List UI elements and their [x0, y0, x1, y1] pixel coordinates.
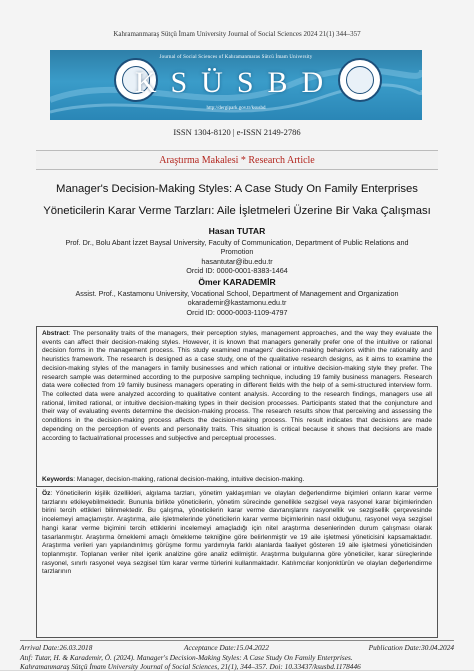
- acceptance-date: Acceptance Date:15.04.2022: [184, 643, 269, 652]
- banner-title: KSÜSBD: [134, 66, 338, 99]
- keywords-label: Keywords: [42, 476, 74, 483]
- author-affiliation: Prof. Dr., Bolu Abant İzzet Baysal University, Faculty of Communication, Department of Public Relations and Promotion: [65, 237, 409, 257]
- author-orcid: Orcid ID: 0000-0003-1109-4797: [186, 307, 288, 317]
- oz-paragraph: [42, 490, 432, 577]
- author-name: Ömer KARADEMİR: [198, 277, 276, 287]
- author-name: Hasan TUTAR: [208, 226, 266, 236]
- oz-text: : Yöneticilerin kişilik özellikleri, algılama tarzları, yönetim yaklaşımları ve olayları değerlendirme biçimleri onların karar verme tarzlarını etkileyebilmektedir. Bununla birlikte yöneticilerin, yönetim sürecinde genellikle sezgisel veya rasyonel karar biçimlerinden birini tercih ettikleri bilinmektedir. Bu çalışma, yöneticilerin karar verme davranışlarını rasyonellik ve sezgisellik çerçevesinde incelemeyi amaçlamıştır. Araştırma, aile işletmelerinde yöneticilerin karar verme biçimlerinin nasıl olduğunu, rasyonel veya sezgisel hangi karar verme biçimini tercih ettiklerini incelemeyi amaçladığı için nitel araştırma desenlerinden durum çalışması olarak tasarlanmıştır. Araştırma örneklemi amaçlı örnekleme tekniğine göre belirlenmiştir ve 19 aile işletmesi yöneticisini kapsamaktadır. Araştırma verileri yarı yapılandırılmış görüşme formu yardımıyla farklı alanlarda faaliyet gösteren 19 aile işletmesi yöneticisinden toplanmıştır. Toplanan veriler nitel içerik analizine göre analiz edilmiştir. Araştırma bulgularına göre yöneticiler, karar süreçlerinde rasyonel, sınırlı rasyonel veya sezgisel tüm karar verme türlerini kullanmaktadır. Katılımcılar konjonktürün ve olayları değerlendirme tarzlarının: [42, 490, 432, 576]
- turkish-abstract-box: [36, 488, 438, 638]
- article-dates: [20, 643, 454, 653]
- citation: [20, 653, 454, 671]
- journal-banner: [50, 50, 422, 120]
- abstract-box: [36, 326, 438, 485]
- citation-line-2: Kahramanmaraş Sütçü İmam University Journal of Social Sciences, 21(1), 344–357. Doi: 10.33437/ksusbd.1178446: [20, 662, 361, 671]
- issn: ISSN 1304-8120 | e-ISSN 2149-2786: [173, 127, 301, 137]
- oz-label: Öz: [42, 490, 51, 497]
- title-turkish: Yöneticilerin Karar Verme Tarzları: Aile İşletmeleri Üzerine Bir Vaka Çalışması: [43, 205, 431, 217]
- title-english: Manager's Decision-Making Styles: A Case Study On Family Enterprises: [56, 183, 418, 195]
- author-affiliation: Assist. Prof., Kastamonu University, Vocational School, Department of Management and Organization: [75, 288, 399, 298]
- author-email[interactable]: okarademir@kastamonu.edu.tr: [187, 298, 287, 308]
- footer-divider: [20, 640, 454, 641]
- banner-url[interactable]: http://dergipark.gov.tr/ksusbd: [206, 106, 266, 111]
- article-type: Araştırma Makalesi * Research Article: [36, 150, 438, 170]
- abstract-label: Abstract: [42, 330, 69, 337]
- author-block: [64, 227, 410, 276]
- publication-date: Publication Date:30.04.2024: [368, 643, 454, 652]
- arrival-date: Arrival Date:26.03.2018: [20, 643, 93, 652]
- running-head: Kahramanmaraş Sütçü İmam University Journal of Social Sciences 2024 21(1) 344–357: [113, 30, 361, 38]
- author-block: [64, 278, 410, 317]
- abstract-text: : The personality traits of the managers, their perception styles, management approaches, and the way they evaluate the events can affect their decision-making styles. However, it is known that managers generally prefer one of the intuitive or rational decision forms in the management process. This study examined managers' decision-making behaviors within the rationality and heuristics framework. The research is designed as a case study, one of the qualitative research designs, as it aims to examine the decision-making styles of the managers in family businesses and which rational or intuitive decision-making style they prefer. The research sample was determined according to the purposive sampling technique, including 19 family business managers. Research data were collected from 19 family business managers operating in different fields with the help of a semi-structured interview form. The collected data were analyzed according to qualitative content analysis. According to the research findings, managers use all rational, limited rational, or intuitive decision-making types in their decision processes. Participants stated that the conjuncture and their way of evaluating events determine the decision-making process. The research results show that perceiving and assessing the conditions in the decision-making process affects the decision-making process. This result indicates that decisions are made depending on the perception of events and personality traits. This situation is critical because it shows that decisions are made according to factual/rational processes and subjective and perceptual processes.: [42, 330, 432, 442]
- banner-journal-name: Journal of Social Sciences of Kahramanmaras Sütcü İmam University: [159, 55, 313, 60]
- citation-line-1: Atıf: Tutar, H. & Karademir, Ö. (2024). Manager's Decision-Making Styles: A Case Study On Family Enterprises.: [20, 653, 353, 662]
- keywords-text: : Manager, decision-making, rational decision-making, intuitive decision-making.: [73, 476, 305, 483]
- keywords-line: [36, 474, 438, 487]
- author-email[interactable]: hasantutar@ibu.edu.tr: [201, 256, 273, 266]
- abstract-paragraph: [42, 330, 432, 443]
- author-orcid: Orcid ID: 0000-0001-8383-1464: [186, 266, 288, 276]
